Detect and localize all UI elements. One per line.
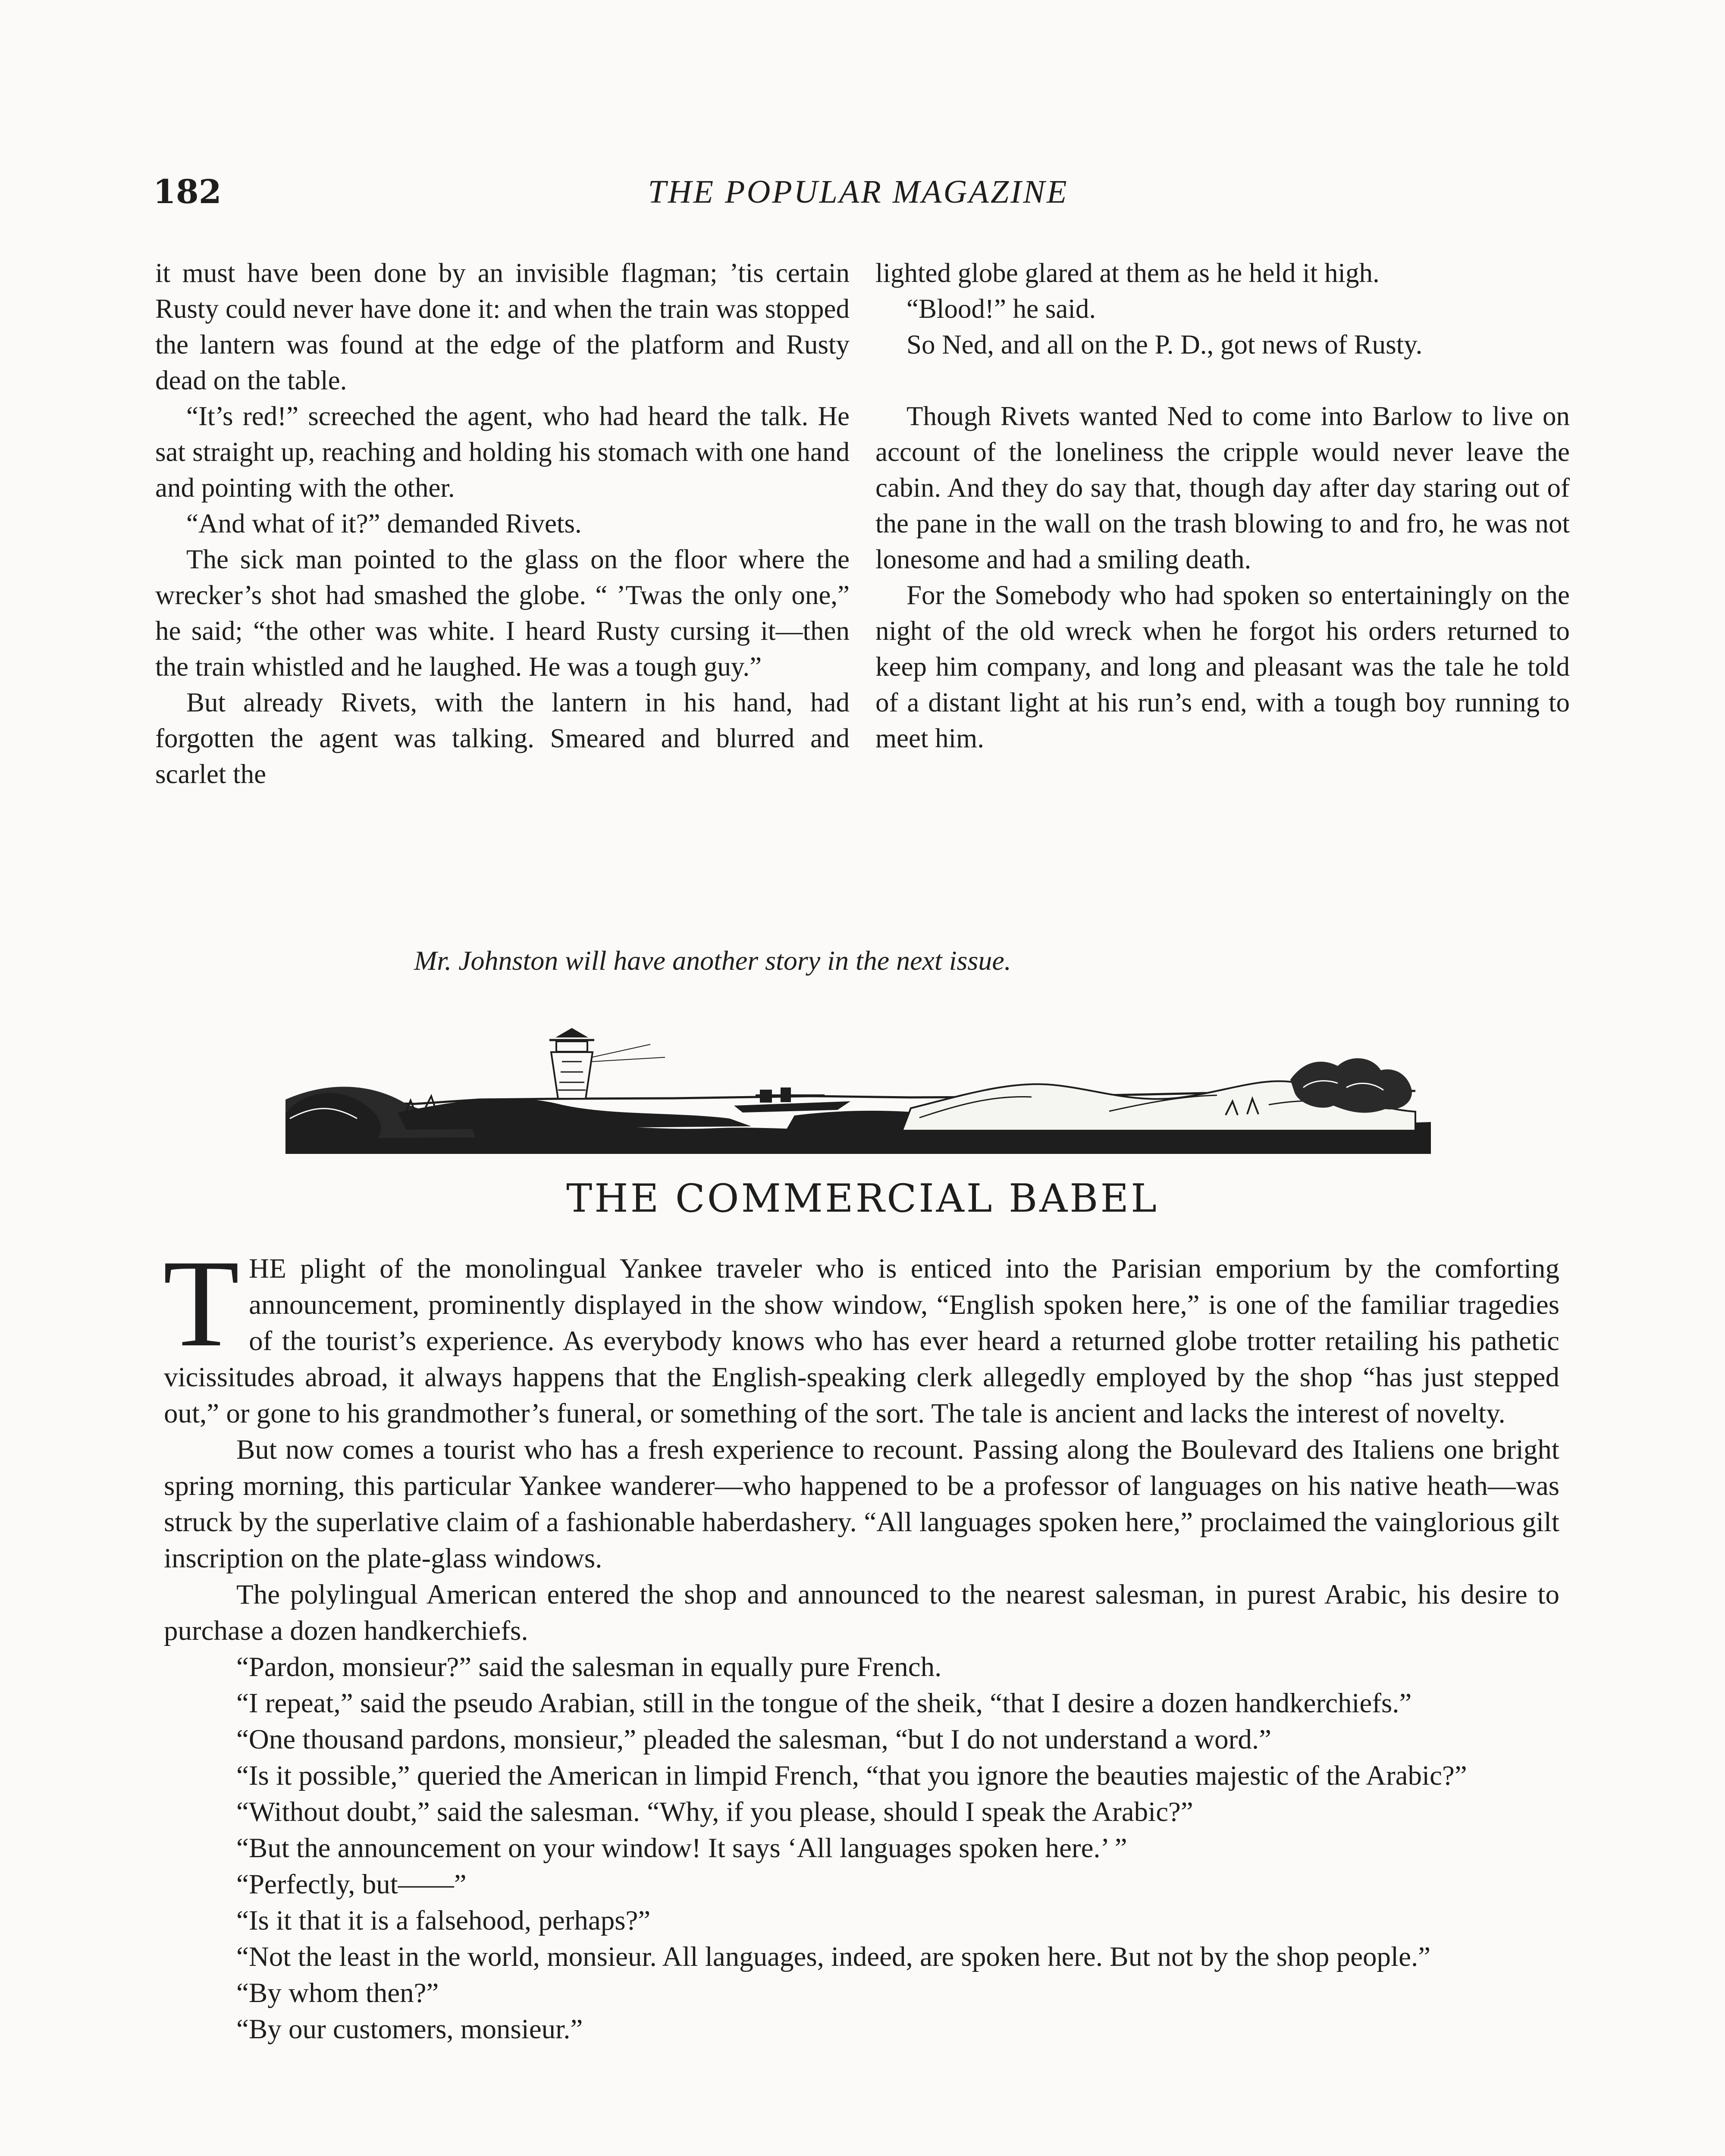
article-paragraph: “By our customers, monsieur.” xyxy=(236,2014,583,2045)
opening-paragraph xyxy=(163,1234,1559,1432)
article-paragraph: “By whom then?” xyxy=(236,1977,439,2009)
left-paragraph: The sick man pointed to the glass on the floor where the wrecker’s shot had smashed the globe. “ ’Twas the only one,” he said; “the other was white. I heard Rusty cursing it—then the train whistled and he laughed. He was a tough guy.” xyxy=(155,544,850,682)
running-head xyxy=(153,170,1563,231)
story-right-column xyxy=(875,255,1570,756)
opening-paragraph-text: HE plight of the monolingual Yankee traveler who is enticed into the Parisian emporium by the comforting announcement, prominently displayed in the show window, “English spoken here,” is one of the familiar tragedies of the tourist’s experience. As everybody knows who has ever heard a returned globe trotter retailing his pathetic vicissitudes abroad, it always happens that the English-speaking clerk allegedly employed by the shop “has just stepped out,” or gone to his grandmother’s funeral, or something of the sort. The tale is ancient and lacks the interest of novelty. xyxy=(164,1253,1559,1429)
article-paragraph: “Is it that it is a falsehood, perhaps?” xyxy=(236,1905,651,1936)
right-paragraph: Though Rivets wanted Ned to come into Barlow to live on account of the loneliness the cripple would never leave the cabin. And they do say that, though day after day staring out of the pane in the wall on the trash blowing to and fro, he was not lonesome and had a smiling death. xyxy=(875,401,1570,574)
story-left-column xyxy=(155,255,850,792)
article-paragraph: “But the announcement on your window! It says ‘All languages spoken here.’ ” xyxy=(236,1833,1127,1864)
drop-cap: T xyxy=(163,1234,240,1373)
article-paragraph: “I repeat,” said the pseudo Arabian, still in the tongue of the sheik, “that I desire a dozen handkerchiefs.” xyxy=(236,1688,1412,1719)
article-paragraph: “Perfectly, but——” xyxy=(236,1869,467,1900)
right-paragraph: “Blood!” he said. xyxy=(906,294,1096,324)
article-paragraph: “Pardon, monsieur?” said the salesman in equally pure French. xyxy=(236,1651,942,1683)
article-paragraph: “Is it possible,” queried the American in limpid French, “that you ignore the beauties majestic of the Arabic?” xyxy=(236,1760,1467,1791)
article-body xyxy=(163,1234,1559,2047)
article-paragraph: But now comes a tourist who has a fresh experience to recount. Passing along the Boulevard des Italiens one bright spring morning, this particular Yankee wanderer—who happened to be a professor of languages on his native heath—was struck by the superlative claim of a fashionable haberdashery. “All languages spoken here,” proclaimed the vainglorious gilt inscription on the plate-glass windows. xyxy=(164,1434,1559,1574)
article-paragraph: “Not the least in the world, monsieur. All languages, indeed, are spoken here. But not by the shop people.” xyxy=(236,1941,1431,1972)
left-paragraph: But already Rivets, with the lantern in his hand, had forgotten the agent was talking. Smeared and blurred and scarlet the xyxy=(155,687,850,789)
lighthouse-landscape-icon xyxy=(285,993,1431,1154)
article-paragraph: “Without doubt,” said the salesman. “Why, if you please, should I speak the Arabic?” xyxy=(236,1796,1193,1827)
magazine-title: THE POPULAR MAGAZINE xyxy=(648,174,1069,210)
right-paragraph: For the Somebody who had spoken so entertainingly on the night of the old wreck when he forgot his orders returned to keep him company, and long and pleasant was the tale he told of a distant light at his run’s end, with a tough boy running to meet him. xyxy=(875,580,1570,753)
article-paragraph: “One thousand pardons, monsieur,” pleaded the salesman, “but I do not understand a word.” xyxy=(236,1724,1271,1755)
page-number: 182 xyxy=(153,172,222,211)
next-issue-note: Mr. Johnston will have another story in the next issue. xyxy=(414,945,1011,976)
left-paragraph: it must have been done by an invisible flagman; ’tis certain Rusty could never have done it: and when the train was stopped the lantern was found at the edge of the platform and Rusty dead on the table. xyxy=(155,258,850,395)
article-title: THE COMMERCIAL BABEL xyxy=(566,1176,1159,1221)
left-paragraph: “And what of it?” demanded Rivets. xyxy=(186,508,582,539)
coastal-lighthouse-illustration xyxy=(285,993,1431,1154)
article-paragraphs xyxy=(164,1432,1559,2047)
right-paragraph: lighted globe glared at them as he held it high. xyxy=(875,258,1380,288)
article-paragraph: The polylingual American entered the shop and announced to the nearest salesman, in purest Arabic, his desire to purchase a dozen handkerchiefs. xyxy=(164,1579,1559,1646)
left-paragraph: “It’s red!” screeched the agent, who had heard the talk. He sat straight up, reaching and holding his stomach with one hand and pointing with the other. xyxy=(155,401,850,503)
right-paragraph: So Ned, and all on the P. D., got news of Rusty. xyxy=(906,329,1423,360)
